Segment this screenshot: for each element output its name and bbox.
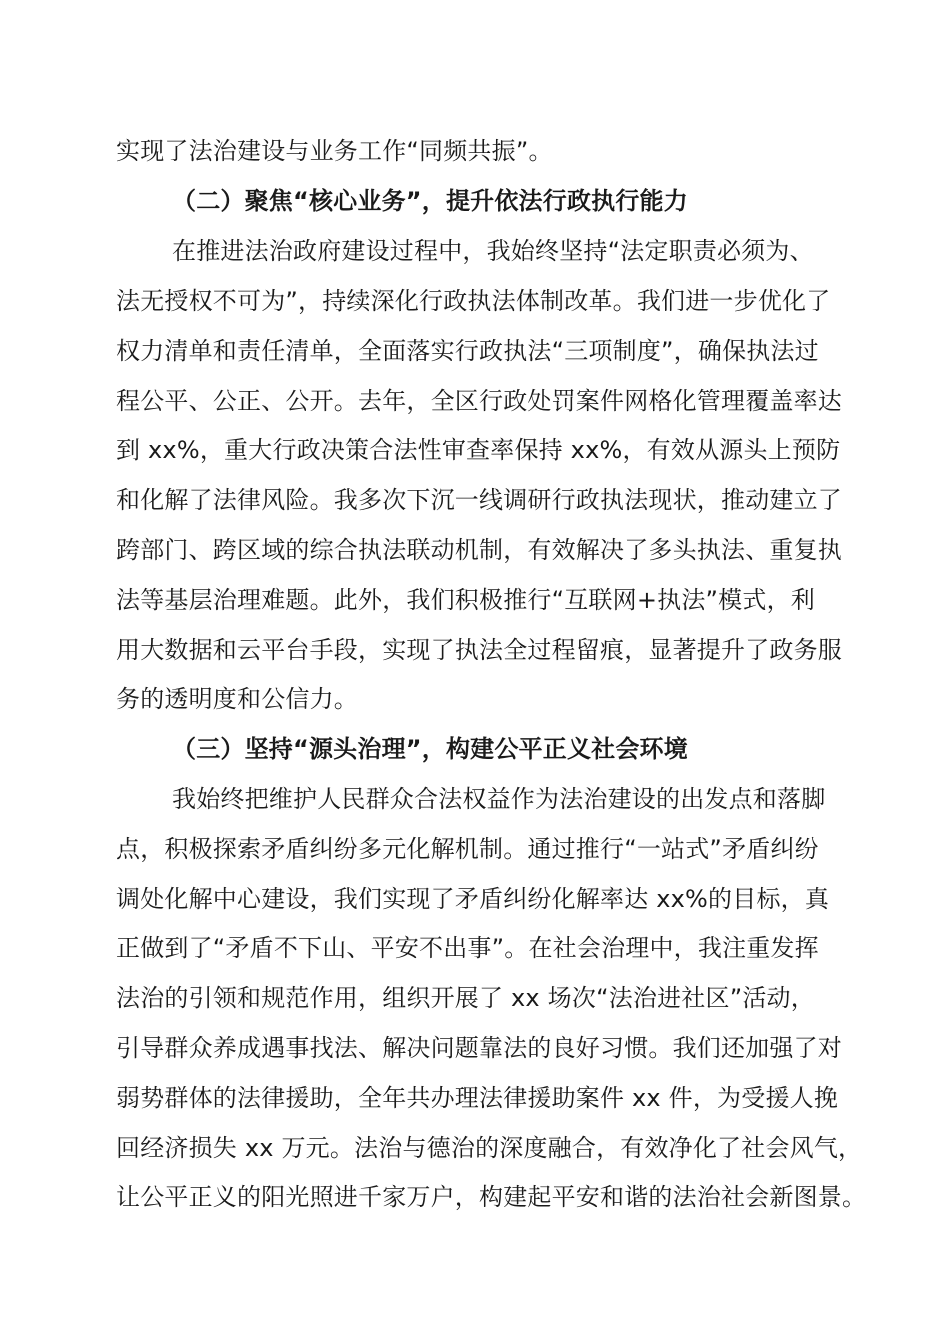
paragraph-line: 法无授权不可为”，持续深化行政执法体制改革。我们进一步优化了 bbox=[116, 287, 831, 315]
paragraph-line: 我始终把维护人民群众合法权益作为法治建设的出发点和落脚 bbox=[172, 785, 826, 813]
paragraph-line: 调处化解中心建设，我们实现了矛盾纠纷化解率达 xx%的目标，真 bbox=[116, 885, 830, 913]
paragraph-line: 跨部门、跨区域的综合执法联动机制，有效解决了多头执法、重复执 bbox=[116, 536, 842, 564]
paragraph-line: 用大数据和云平台手段，实现了执法全过程留痕，显著提升了政务服 bbox=[116, 636, 842, 664]
paragraph-line: 权力清单和责任清单，全面落实行政执法“三项制度”，确保执法过 bbox=[116, 337, 819, 365]
paragraph-line: 法治的引领和规范作用，组织开展了 xx 场次“法治进社区”活动， bbox=[116, 984, 815, 1012]
paragraph-line: 弱势群体的法律援助，全年共办理法律援助案件 xx 件，为受援人挽 bbox=[116, 1084, 839, 1112]
paragraph-line: 和化解了法律风险。我多次下沉一线调研行政执法现状，推动建立了 bbox=[116, 486, 842, 514]
paragraph-line: 程公平、公正、公开。去年，全区行政处罚案件网格化管理覆盖率达 bbox=[116, 387, 842, 415]
section-heading-3: （三）坚持“源头治理”，构建公平正义社会环境 bbox=[172, 735, 688, 763]
section-heading-2: （二）聚焦“核心业务”，提升依法行政执行能力 bbox=[172, 187, 688, 215]
paragraph-line: 正做到了“矛盾不下山、平安不出事”。在社会治理中，我注重发挥 bbox=[116, 934, 819, 962]
paragraph-line: 让公平正义的阳光照进千家万户，构建起平安和谐的法治社会新图景。 bbox=[116, 1183, 867, 1211]
paragraph-line: 实现了法治建设与业务工作“同频共振”。 bbox=[116, 137, 553, 165]
paragraph-line: 回经济损失 xx 万元。法治与德治的深度融合，有效净化了社会风气， bbox=[116, 1134, 863, 1162]
paragraph-line: 在推进法治政府建设过程中，我始终坚持“法定职责必须为、 bbox=[172, 237, 814, 265]
paragraph-line: 务的透明度和公信力。 bbox=[116, 685, 358, 713]
paragraph-line: 引导群众养成遇事找法、解决问题靠法的良好习惯。我们还加强了对 bbox=[116, 1034, 842, 1062]
paragraph-line: 点，积极探索矛盾纠纷多元化解机制。通过推行“一站式”矛盾纠纷 bbox=[116, 835, 819, 863]
paragraph-line: 到 xx%，重大行政决策合法性审查率保持 xx%，有效从源头上预防 bbox=[116, 436, 841, 464]
paragraph-line: 法等基层治理难题。此外，我们积极推行“互联网+执法”模式，利 bbox=[116, 586, 815, 614]
